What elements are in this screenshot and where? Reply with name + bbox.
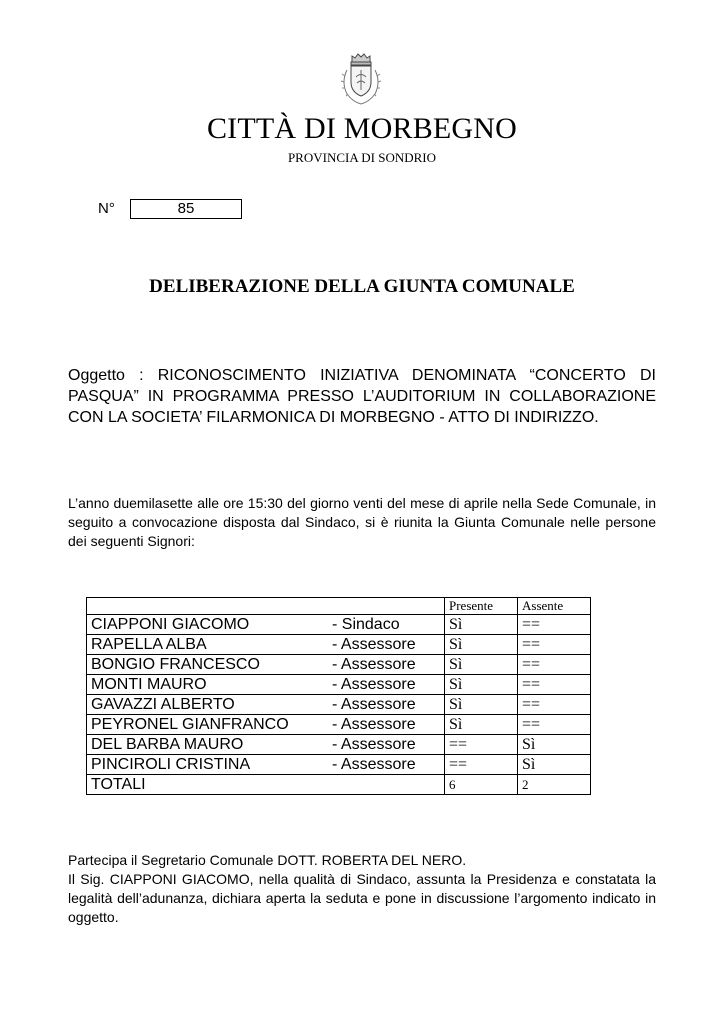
province-name: PROVINCIA DI SONDRIO xyxy=(287,150,437,165)
totals-label: TOTALI xyxy=(87,775,329,795)
member-name: DEL BARBA MAURO xyxy=(87,735,329,755)
present-cell: Sì xyxy=(445,695,518,715)
absent-cell: == xyxy=(518,715,591,735)
presidency-paragraph: Il Sig. CIAPPONI GIACOMO, nella qualità di Sindaco, assunta la Presidenza e constatata la legalità dell’adunanza, dichiara aperta la seduta e pone in discussione l’argomento indicato in oggetto. xyxy=(68,871,656,925)
attendance-header-row xyxy=(87,598,591,615)
coat-of-arms-emblem xyxy=(333,50,389,110)
member-role: - Assessore xyxy=(328,635,445,655)
deliberation-number-label: N° xyxy=(98,200,115,217)
attendance-table xyxy=(86,597,591,795)
table-row xyxy=(87,635,591,655)
secretary-line: Partecipa il Segretario Comunale DOTT. ROBERTA DEL NERO. xyxy=(68,852,467,868)
totals-present: 6 xyxy=(445,775,518,795)
member-name: GAVAZZI ALBERTO xyxy=(87,695,329,715)
table-row xyxy=(87,675,591,695)
member-name: BONGIO FRANCESCO xyxy=(87,655,329,675)
absent-cell: Sì xyxy=(518,755,591,775)
document-title: DELIBERAZIONE DELLA GIUNTA COMUNALE xyxy=(149,276,575,297)
member-name: PEYRONEL GIANFRANCO xyxy=(87,715,329,735)
member-name: MONTI MAURO xyxy=(87,675,329,695)
member-role: - Assessore xyxy=(328,755,445,775)
table-row xyxy=(87,655,591,675)
member-name: RAPELLA ALBA xyxy=(87,635,329,655)
present-cell: Sì xyxy=(445,715,518,735)
absent-cell: == xyxy=(518,675,591,695)
absent-cell: Sì xyxy=(518,735,591,755)
member-name: CIAPPONI GIACOMO xyxy=(87,615,329,635)
absent-cell: == xyxy=(518,635,591,655)
absent-header: Assente xyxy=(518,598,591,615)
absent-cell: == xyxy=(518,615,591,635)
present-cell: Sì xyxy=(445,655,518,675)
member-role: - Assessore xyxy=(328,675,445,695)
member-role: - Assessore xyxy=(328,695,445,715)
table-row xyxy=(87,615,591,635)
table-row xyxy=(87,695,591,715)
table-row xyxy=(87,735,591,755)
closing-section xyxy=(68,851,656,927)
absent-cell: == xyxy=(518,655,591,675)
member-name: PINCIROLI CRISTINA xyxy=(87,755,329,775)
member-role: - Sindaco xyxy=(328,615,445,635)
absent-cell: == xyxy=(518,695,591,715)
totals-row xyxy=(87,775,591,795)
subject-paragraph: Oggetto : RICONOSCIMENTO INIZIATIVA DENOMINATA “CONCERTO DI PASQUA” IN PROGRAMMA PRESSO L’AUDITORIUM IN COLLABORAZIONE CON LA SOCIETA’ FILARMONICA DI MORBEGNO - ATTO DI INDIRIZZO. xyxy=(68,367,656,426)
deliberation-number-value: 85 xyxy=(130,199,242,219)
present-cell: == xyxy=(445,735,518,755)
member-role: - Assessore xyxy=(328,655,445,675)
member-role: - Assessore xyxy=(328,735,445,755)
city-name: CITTÀ DI MORBEGNO xyxy=(206,112,518,145)
table-row xyxy=(87,755,591,775)
present-cell: Sì xyxy=(445,615,518,635)
totals-absent: 2 xyxy=(518,775,591,795)
present-cell: Sì xyxy=(445,675,518,695)
present-cell: == xyxy=(445,755,518,775)
intro-paragraph: L’anno duemilasette alle ore 15:30 del giorno venti del mese di aprile nella Sede Comunale, in seguito a convocazione disposta dal Sindaco, si è riunita la Giunta Comunale nelle persone dei seguenti Signori: xyxy=(68,495,656,549)
present-cell: Sì xyxy=(445,635,518,655)
present-header: Presente xyxy=(445,598,518,615)
table-row xyxy=(87,715,591,735)
member-role: - Assessore xyxy=(328,715,445,735)
